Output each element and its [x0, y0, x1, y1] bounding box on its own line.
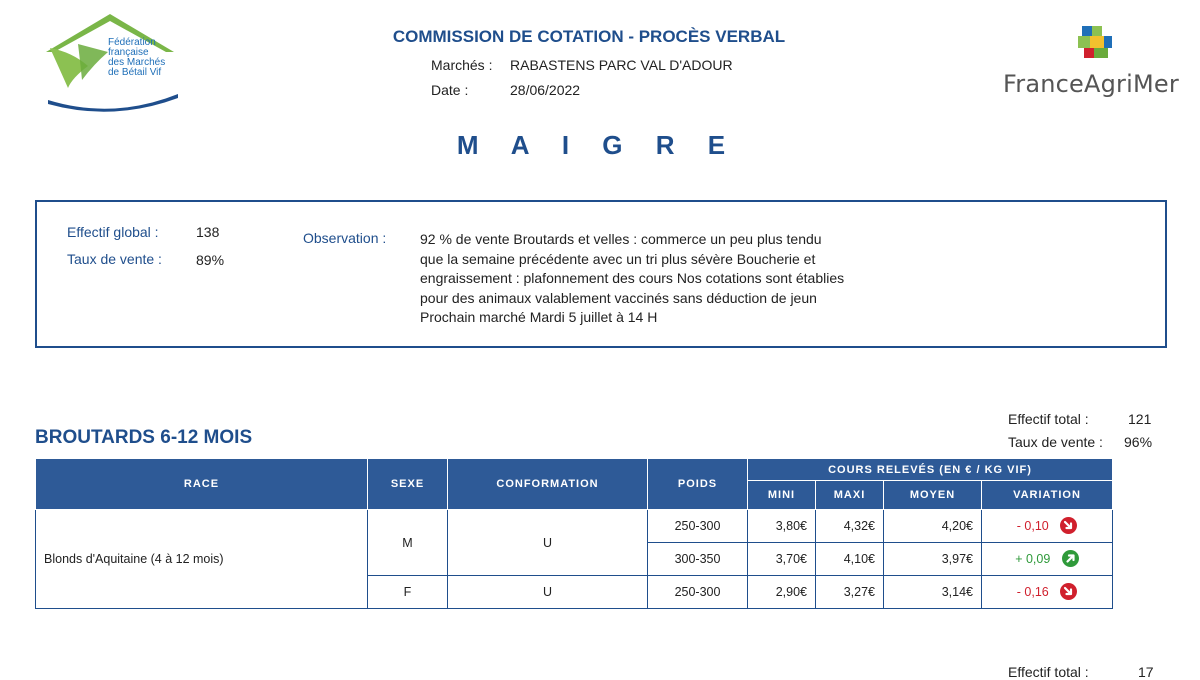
taux-vente-section-label: Taux de vente :	[1008, 434, 1103, 450]
marches-value: RABASTENS PARC VAL D'ADOUR	[510, 57, 733, 73]
conformation-cell: U	[448, 510, 648, 576]
header-poids: POIDS	[648, 459, 748, 510]
maxi-cell: 4,32€	[816, 510, 884, 543]
header-race: RACE	[36, 459, 368, 510]
arrow-down-icon	[1060, 517, 1077, 534]
poids-cell: 250-300	[648, 576, 748, 609]
variation-value: - 0,16	[1016, 584, 1049, 599]
mini-cell: 3,80€	[748, 510, 816, 543]
variation-cell	[982, 576, 1113, 609]
taux-vente-label: Taux de vente :	[67, 251, 162, 267]
sexe-cell: M	[368, 510, 448, 576]
mini-cell: 2,90€	[748, 576, 816, 609]
header-conformation: CONFORMATION	[448, 459, 648, 510]
franceagrimer-logo-icon	[1078, 26, 1112, 64]
poids-cell: 250-300	[648, 510, 748, 543]
variation-cell	[982, 510, 1113, 543]
federation-line-1: Fédération	[108, 37, 156, 48]
federation-line-3: des Marchés	[108, 57, 166, 68]
effectif-global-value: 138	[196, 224, 220, 240]
date-label: Date :	[431, 82, 469, 98]
arrow-down-icon	[1060, 583, 1077, 600]
federation-line-4: de Bétail Vif	[108, 67, 162, 78]
observation-line: pour des animaux valablement vaccinés sans déduction de jeun	[420, 289, 817, 306]
variation-cell	[982, 543, 1113, 576]
mini-cell: 3,70€	[748, 543, 816, 576]
next-effectif-total-value: 17	[1138, 664, 1154, 680]
table-row	[36, 510, 1113, 543]
header-moyen: MOYEN	[884, 481, 982, 510]
cotation-table	[35, 458, 1113, 609]
moyen-cell: 3,97€	[884, 543, 982, 576]
conformation-cell: U	[448, 576, 648, 609]
moyen-cell: 4,20€	[884, 510, 982, 543]
observation-line: Prochain marché Mardi 5 juillet à 14 H	[420, 309, 658, 325]
maxi-cell: 4,10€	[816, 543, 884, 576]
variation-value: - 0,10	[1016, 518, 1049, 533]
taux-vente-value: 89%	[196, 252, 225, 268]
observation-text	[420, 230, 940, 328]
observation-line: 92 % de vente Broutards et velles : commerce un peu plus tendu	[420, 231, 822, 247]
observation-label: Observation :	[303, 230, 387, 246]
header-sexe: SEXE	[368, 459, 448, 510]
effectif-total-label: Effectif total :	[1008, 411, 1089, 427]
header-mini: MINI	[748, 481, 816, 510]
category-title: M A I G R E	[456, 130, 739, 160]
arrow-up-icon	[1062, 550, 1079, 567]
franceagrimer-logo-text: FranceAgriMer	[1003, 70, 1179, 98]
maxi-cell: 3,27€	[816, 576, 884, 609]
marches-label: Marchés :	[431, 57, 493, 73]
taux-vente-section-value: 96%	[1124, 434, 1153, 450]
effectif-global-label: Effectif global :	[67, 224, 159, 240]
section-title: BROUTARDS 6-12 MOIS	[35, 427, 253, 448]
header-maxi: MAXI	[816, 481, 884, 510]
poids-cell: 300-350	[648, 543, 748, 576]
race-cell: Blonds d'Aquitaine (4 à 12 mois)	[36, 510, 368, 609]
federation-line-2: française	[108, 47, 149, 58]
effectif-total-value: 121	[1128, 411, 1152, 427]
next-effectif-total-label: Effectif total :	[1008, 664, 1089, 680]
observation-line: engraissement : plafonnement des cours Nos cotations sont établies	[420, 270, 845, 286]
date-value: 28/06/2022	[510, 82, 581, 98]
header-variation: VARIATION	[982, 481, 1113, 510]
observation-line: que la semaine précédente avec un tri plus sévère Boucherie et	[420, 250, 816, 267]
document-title: COMMISSION DE COTATION - PROCÈS VERBAL	[392, 27, 786, 46]
moyen-cell: 3,14€	[884, 576, 982, 609]
variation-value: + 0,09	[1015, 551, 1051, 566]
header-cours: COURS RELEVÉS (EN € / KG VIF)	[748, 459, 1113, 481]
sexe-cell: F	[368, 576, 448, 609]
